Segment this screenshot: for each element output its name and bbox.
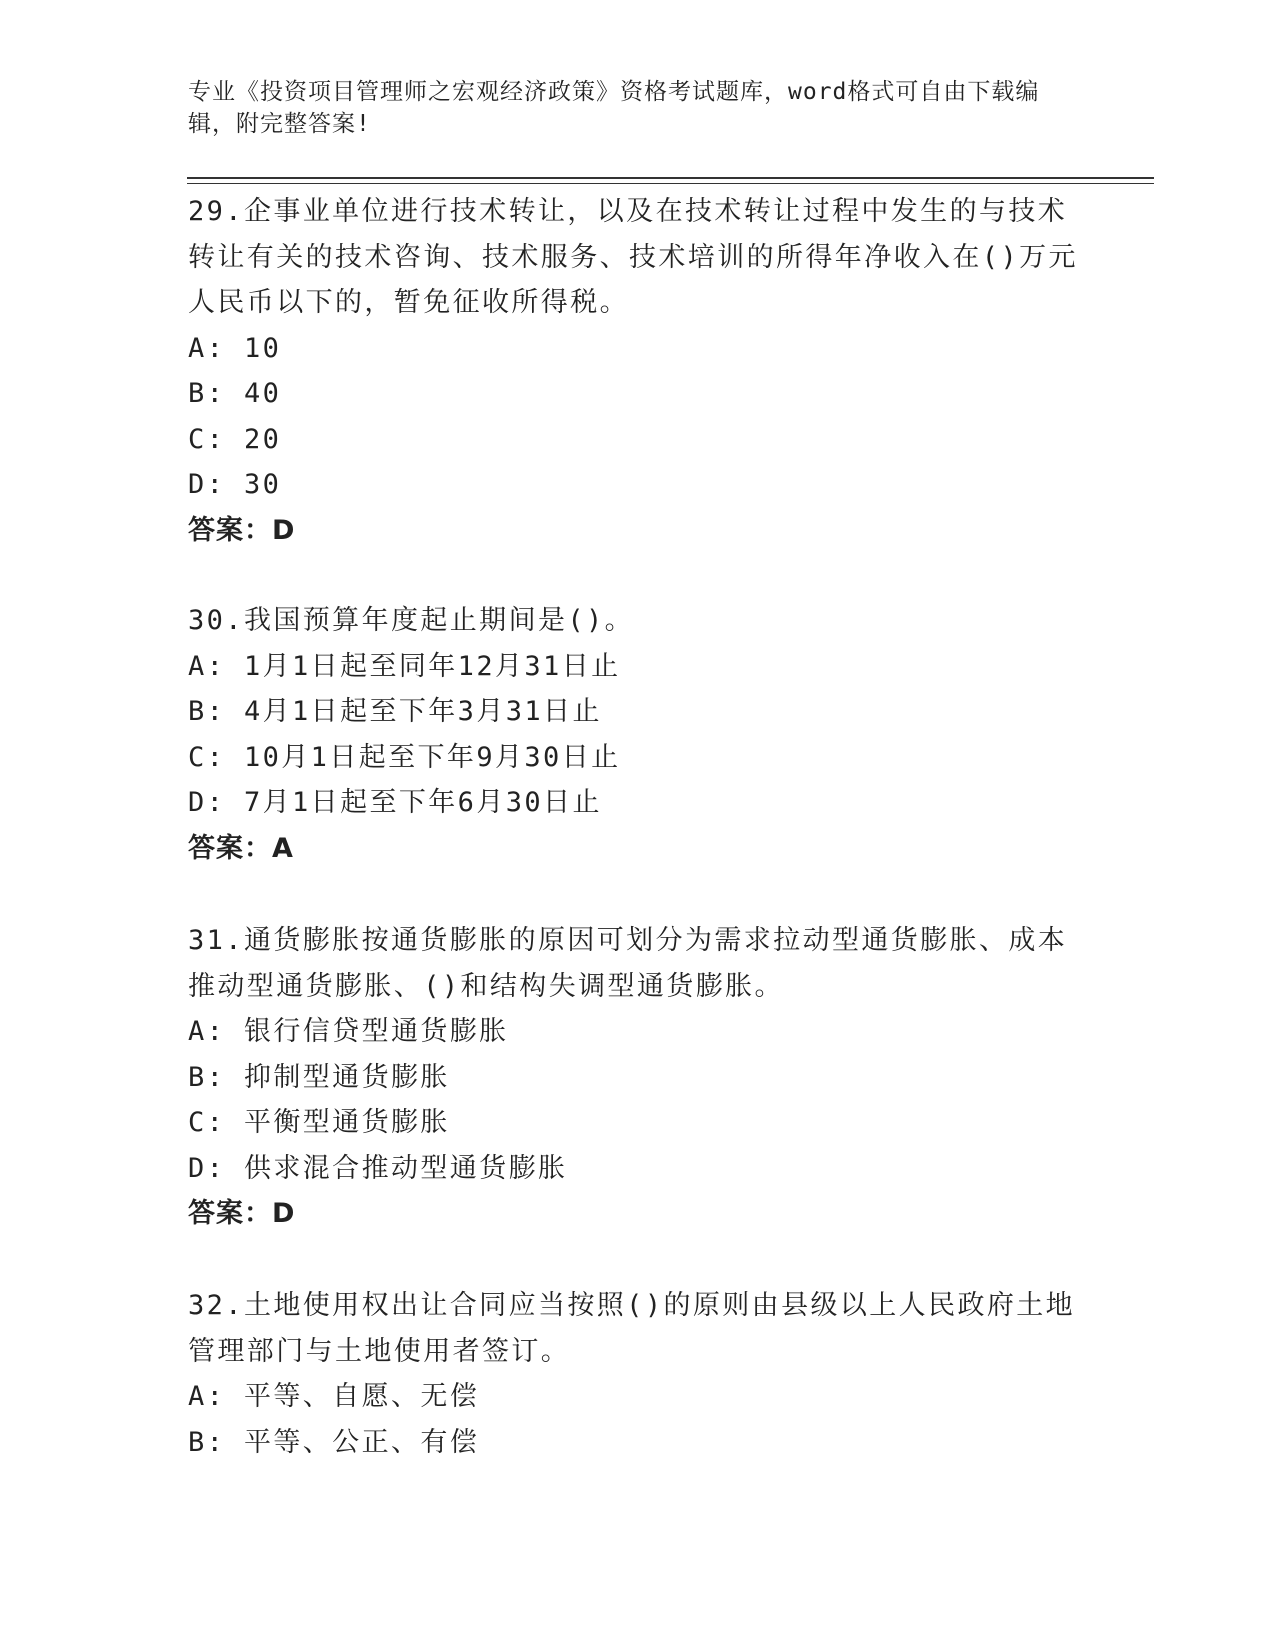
option-b: B: 平等、公正、有偿: [188, 1426, 480, 1458]
option-b: B: 40: [188, 378, 282, 409]
option-b: B: 抑制型通货膨胀: [188, 1061, 450, 1093]
question-31: [188, 918, 1088, 1237]
option-d: D: 7月1日起至下年6月30日止: [188, 787, 602, 818]
question-stem: 30.我国预算年度起止期间是()。: [188, 605, 635, 636]
question-stem: 31.通货膨胀按通货膨胀的原因可划分为需求拉动型通货膨胀、成本推动型通货膨胀、()和结构失调型通货膨胀。: [188, 925, 1068, 1002]
question-30: [188, 598, 1088, 871]
option-a: A: 银行信贷型通货膨胀: [188, 1016, 509, 1047]
option-a: A: 1月1日起至同年12月31日止: [188, 650, 621, 682]
header-divider-thin: [187, 183, 1154, 184]
question-32: [188, 1283, 1088, 1465]
question-29: [188, 189, 1088, 553]
option-d: D: 30: [188, 469, 282, 500]
option-c: C: 平衡型通货膨胀: [188, 1107, 450, 1138]
document-header: 专业《投资项目管理师之宏观经济政策》资格考试题库，word格式可自由下载编辑，附完整答案!: [188, 79, 1040, 137]
header-divider-thick: [187, 177, 1154, 179]
option-a: A: 10: [188, 332, 282, 364]
option-c: C: 20: [188, 423, 282, 455]
answer: 答案：D: [188, 514, 296, 546]
question-stem: 32.土地使用权出让合同应当按照()的原则由县级以上人民政府土地管理部门与土地使用者签订。: [188, 1290, 1076, 1367]
answer: 答案：D: [188, 1198, 296, 1229]
option-b: B: 4月1日起至下年3月31日止: [188, 696, 602, 727]
option-a: A: 平等、自愿、无偿: [188, 1381, 480, 1412]
answer: 答案：A: [188, 832, 294, 864]
option-c: C: 10月1日起至下年9月30日止: [188, 741, 621, 773]
option-d: D: 供求混合推动型通货膨胀: [188, 1152, 568, 1184]
question-stem: 29.企事业单位进行技术转让，以及在技术转让过程中发生的与技术转让有关的技术咨询、技术服务、技术培训的所得年净收入在()万元人民币以下的，暂免征收所得税。: [188, 196, 1078, 318]
